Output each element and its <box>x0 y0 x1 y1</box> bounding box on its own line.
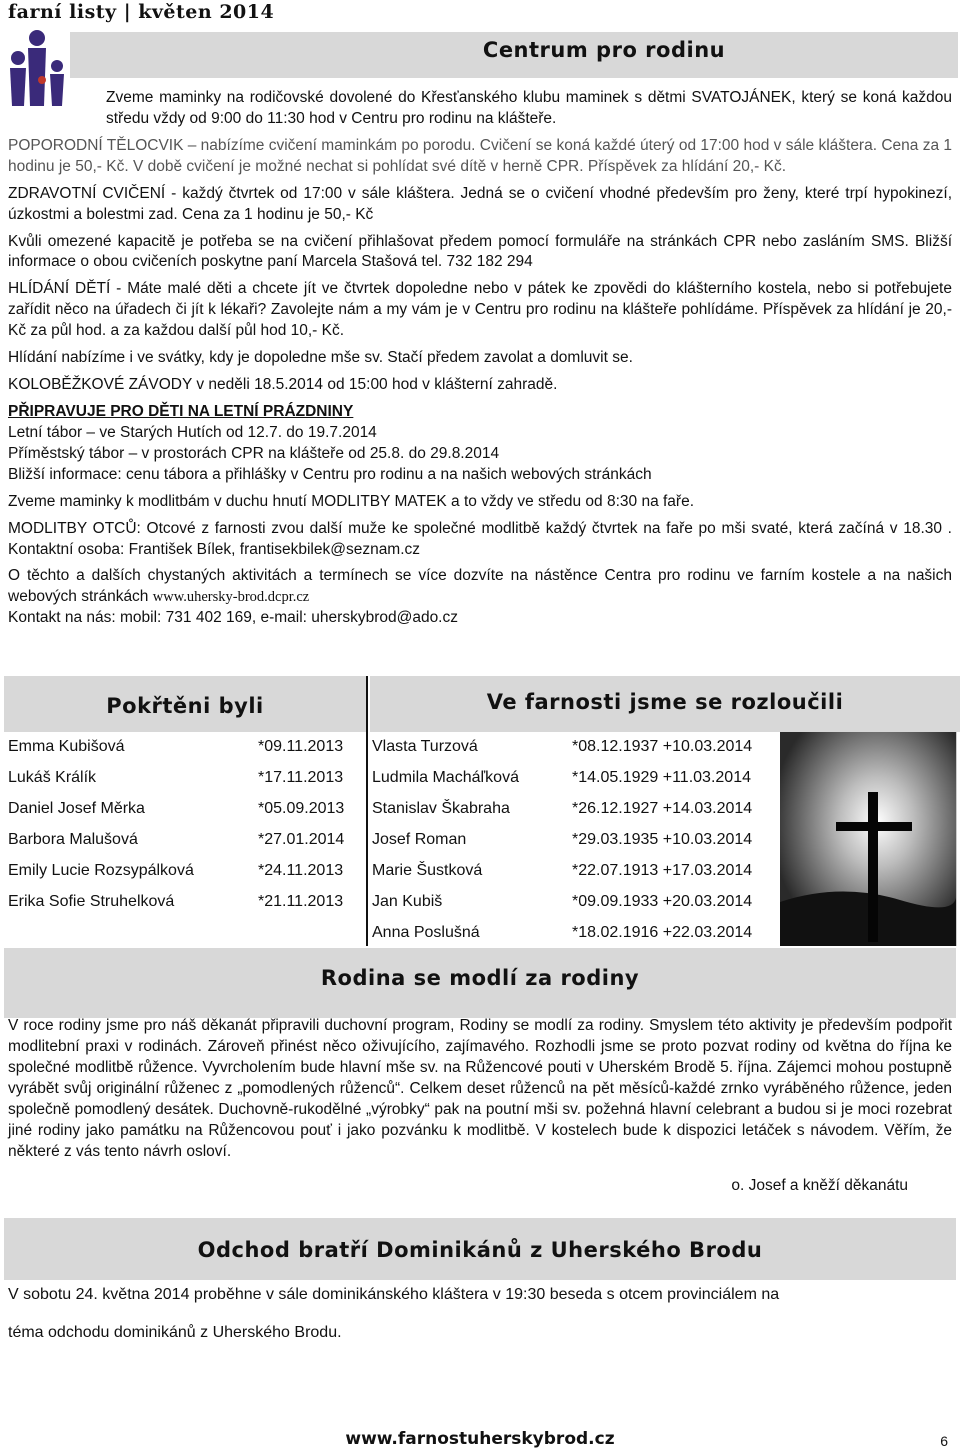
paragraph: HLÍDÁNÍ DĚTÍ - Máte malé děti a chcete jít ve čtvrtek dopoledne nebo v pátek ke zpovědi do klášterního kostela, nebo si potřebujete zařídit něco na úřadech či jít k lékaři? Zavolejte nám a my vám je v Centru pro rodinu na klášteře pohlídáme. Příspěvek za hlídání je 20,- Kč za půl hod. a za každou další půl hod 10,- Kč. <box>8 280 952 340</box>
section-title: Centrum pro rodinu <box>482 38 726 62</box>
registry-section <box>0 676 960 946</box>
deceased-name: Ludmila Macháľková <box>372 769 519 786</box>
website-link[interactable]: www.uhersky-brod.dcpr.cz <box>152 589 310 606</box>
signature: o. Josef a kněží děkanátu <box>731 1177 908 1195</box>
section-banner-dominicans <box>4 1218 956 1280</box>
deceased-name: Anna Poslušná <box>372 924 480 941</box>
deceased-date: *26.12.1927 +14.03.2014 <box>572 800 753 817</box>
centrum-content <box>8 88 952 635</box>
baptized-name: Erika Sofie Struhelková <box>8 893 175 910</box>
paragraph: Letní tábor – ve Starých Hutích od 12.7. do 19.7.2014 <box>8 423 377 441</box>
baptized-date: *17.11.2013 <box>258 769 344 786</box>
paragraph: MODLITBY OTCŮ: Otcové z farnosti zvou další muže ke společné modlitbě každý čtvrtek na faře po mši svaté, která začíná v 18.30 . Kontaktní osoba: František Bílek, frantisekbilek@seznam.cz <box>8 519 952 558</box>
deceased-title: Ve farnosti jsme se rozloučili <box>486 690 844 714</box>
deceased-header <box>370 676 960 732</box>
deceased-date: *18.02.1916 +22.03.2014 <box>572 924 753 941</box>
paragraph: V roce rodiny jsme pro náš děkanát připravili duchovní program, Rodiny se modlí za rodiny. Smyslem této aktivity je především podpořit modlitební praxi v rodinách. Zároveň přinést něco oživujícího, zajímavého. Rozhodli jsme se proto pozvat rodiny od května do října ke společné modlitbě růžence. Vyvrcholením bude hlavní mše sv. na Růžencové pouti v Uherském Brodě 5. října. Zájemci mohou postupně vyrábět svůj originální růženec z „pomodlených růženců“. Celkem deset růženců na pět měsíců-každé zrnko vyráběného růžence, jeden společně pomodlený desátek. Duchovně-rukodělné „výrobky“ pak na poutní mši sv. požehná hlavní celebrant a budou si je moci rozebrat jiné rodiny jako památku na Růžencovou pouť i jako pozvánku k modlitbě. V kostelech bude k dispozici letáček s návodem. Věřím, že některé z vás tento návrh osloví. <box>8 1017 952 1160</box>
paragraph: ZDRAVOTNÍ CVIČENÍ - každý čtvrtek od 17:00 v sále kláštera. Jedná se o cvičení vhodné především pro ženy, které trpí hypokinezí, úzkostmi a bolestmi zad. Cena za 1 hodinu je 50,- Kč <box>8 184 952 223</box>
section-banner-prayer <box>4 948 956 1018</box>
paragraph: PŘIPRAVUJE PRO DĚTI NA LETNÍ PRÁZDNINY <box>8 402 354 420</box>
section-banner-centrum <box>70 32 958 78</box>
deceased-name: Marie Šustková <box>372 862 483 879</box>
paragraph: Bližší informace: cenu tábora a přihlášky v Centru pro rodinu a na našich webových stránkách <box>8 465 652 483</box>
baptized-date: *05.09.2013 <box>258 800 345 817</box>
baptized-name: Emily Lucie Rozsypálková <box>8 862 194 879</box>
baptized-header <box>4 676 366 732</box>
cross-sunset-image <box>780 732 956 946</box>
paragraph: téma odchodu dominikánů z Uherského Brodu. <box>8 1323 342 1341</box>
dominicans-content <box>8 1284 952 1349</box>
deceased-date: *09.09.1933 +20.03.2014 <box>572 893 753 910</box>
deceased-date: *22.07.1913 +17.03.2014 <box>572 862 753 879</box>
paragraph: V sobotu 24. května 2014 proběhne v sále dominikánského kláštera v 19:30 beseda s otcem provinciálem na <box>8 1286 780 1303</box>
baptized-name: Emma Kubišová <box>8 738 125 755</box>
paragraph: Zveme maminky na rodičovské dovolené do Křesťanského klubu maminek s dětmi SVATOJÁNEK, který se koná každou středu vždy od 9:00 do 11:30 hod v Centru pro rodinu na klášteře. <box>106 89 952 127</box>
deceased-date: *29.03.1935 +10.03.2014 <box>572 831 753 848</box>
page-number: 6 <box>940 1433 948 1449</box>
baptized-name: Barbora Malušová <box>8 831 138 848</box>
paragraph: POPORODNÍ TĚLOCVIK – nabízíme cvičení maminkám po porodu. Cvičení se koná každé úterý od 17:00 hod v sále kláštera. Cena za 1 hodinu je 50,- Kč. V době cvičení je možné nechat si pohlídat své dítě v herně CPR. Příspěvek za hlídání 20,- Kč. <box>8 136 952 175</box>
paragraph: Hlídání nabízíme i ve svátky, kdy je dopoledne mše sv. Stačí předem zavolat a domluvit se. <box>8 349 633 367</box>
deceased-date: *08.12.1937 +10.03.2014 <box>572 738 753 755</box>
divider <box>366 676 368 946</box>
deceased-name: Stanislav Škabraha <box>372 800 510 817</box>
baptized-date: *21.11.2013 <box>258 893 344 910</box>
deceased-name: Vlasta Turzová <box>372 738 478 755</box>
section-title: Rodina se modlí za rodiny <box>320 966 640 990</box>
footer-url: www.farnostuherskybrod.cz <box>345 1429 615 1449</box>
baptized-date: *24.11.2013 <box>258 862 344 879</box>
paragraph: Zveme maminky k modlitbám v duchu hnutí MODLITBY MATEK a to vždy ve středu od 8:30 na faře. <box>8 492 695 510</box>
baptized-name: Daniel Josef Měrka <box>8 800 145 817</box>
newsletter-header: farní listy | květen 2014 <box>8 1 275 23</box>
paragraph: Kontakt na nás: mobil: 731 402 169, e-mail: uherskybrod@ado.cz <box>8 609 458 627</box>
section-title: Odchod bratří Dominikánů z Uherského Brodu <box>197 1238 763 1262</box>
paragraph: O těchto a dalších chystaných aktivitách a termínech se více dozvíte na nástěnce Centra pro rodinu ve farním kostele a na našich webových stránkách www.uhersky-brod.dcpr.cz <box>8 567 952 606</box>
deceased-name: Josef Roman <box>372 831 467 848</box>
baptized-title: Pokřtěni byli <box>106 694 264 718</box>
paragraph: KOLOBĚŽKOVÉ ZÁVODY v neděli 18.5.2014 od 15:00 hod v klášterní zahradě. <box>8 376 558 394</box>
baptized-date: *09.11.2013 <box>258 738 344 755</box>
deceased-date: *14.05.1929 +11.03.2014 <box>572 769 751 786</box>
paragraph: Příměstský tábor – v prostorách CPR na klášteře od 25.8. do 29.8.2014 <box>8 444 500 462</box>
prayer-content <box>8 1016 952 1203</box>
paragraph: Kvůli omezené kapacitě je potřeba se na cvičení přihlašovat předem pomocí formuláře na stránkách CPR nebo zasláním SMS. Bližší informace o obou cvičeních poskytne paní Marcela Stašová tel. 732 182 294 <box>8 232 952 271</box>
deceased-name: Jan Kubiš <box>372 893 443 910</box>
baptized-name: Lukáš Králík <box>8 769 97 786</box>
baptized-date: *27.01.2014 <box>258 831 345 848</box>
